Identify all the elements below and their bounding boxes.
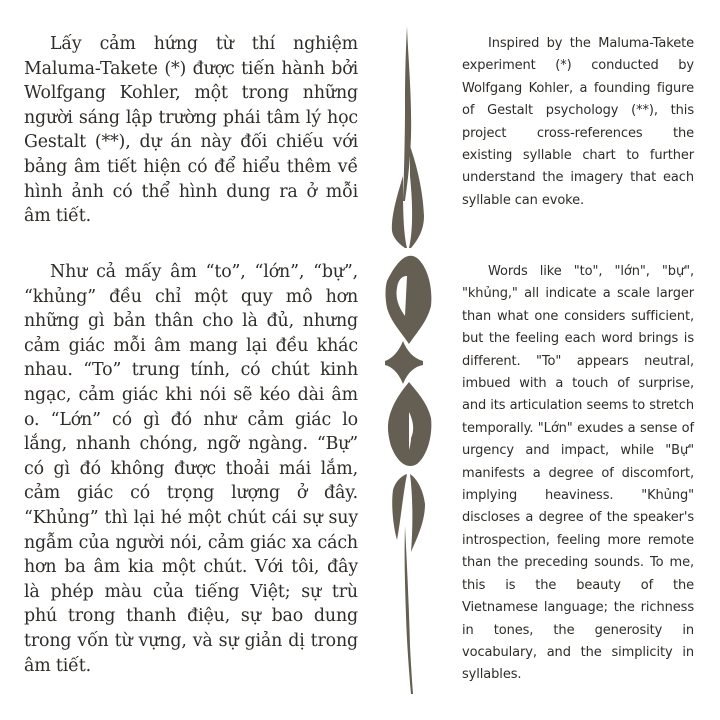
english-paragraph-2: Words like "to", "lớn", "bự", "khủng," all indicate a scale larger than what one considers sufficient, but the feeling each word brings is different. "To" appears neutral, imbued with a touch of surprise, and its articulation seems to stretch temporally. "Lớn" exudes a sense of urgency and impact, while "Bự" manifests a degree of discomfort, implying heaviness. "Khủng" discloses a degree of the speaker's introspection, feeling more remote than the preceding sounds. To me, this is the beauty of the Vietnamese language; the richness in tones, the generosity in vocabulary, and the simplicity in syllables. [462,264,694,683]
vietnamese-paragraph-2: Như cả mấy âm “to”, “lớn”, “bự”, “khủng” đều chỉ một quy mô hơn những gì bản thân cho là đủ, nhưng cảm giác mỗi âm mang lại đều khác nhau. “To” trung tính, có chút kinh ngạc, cảm giác khi nói sẽ kéo dài âm o. “Lớn” có gì đó như cảm giác lo lắng, nhanh chóng, ngỡ ngàng. “Bự” có gì đó không được thoải mái lắm, cảm giác có trọng lượng ở đây. “Khủng” thì lại hé một chút cái sự suy ngẫm của người nói, cảm giác xa cách hơn ba âm kia một chút. Với tôi, đây là phép màu của tiếng Việt; sự trù phú trong thanh điệu, sự bao dung trong vốn từ vựng, và sự giản dị trong âm tiết. [24,262,358,676]
brush-stroke-ornament-icon [383,26,435,694]
english-paragraph-1: Inspired by the Maluma-Takete experiment (*) conducted by Wolfgang Kohler, a founding figure of Gestalt psychology (**), this project cross-references the existing syllable chart to further understand the imagery that each syllable can evoke. [462,36,694,208]
vietnamese-paragraph-1: Lấy cảm hứng từ thí nghiệm Maluma-Takete (*) được tiến hành bởi Wolfgang Kohler, một trong những người sáng lập trường phái tâm lý học Gestalt (**), dự án này đối chiếu với bảng âm tiết hiện có để hiểu thêm về hình ảnh có thể hình dung ra ở mỗi âm tiết. [24,34,358,227]
